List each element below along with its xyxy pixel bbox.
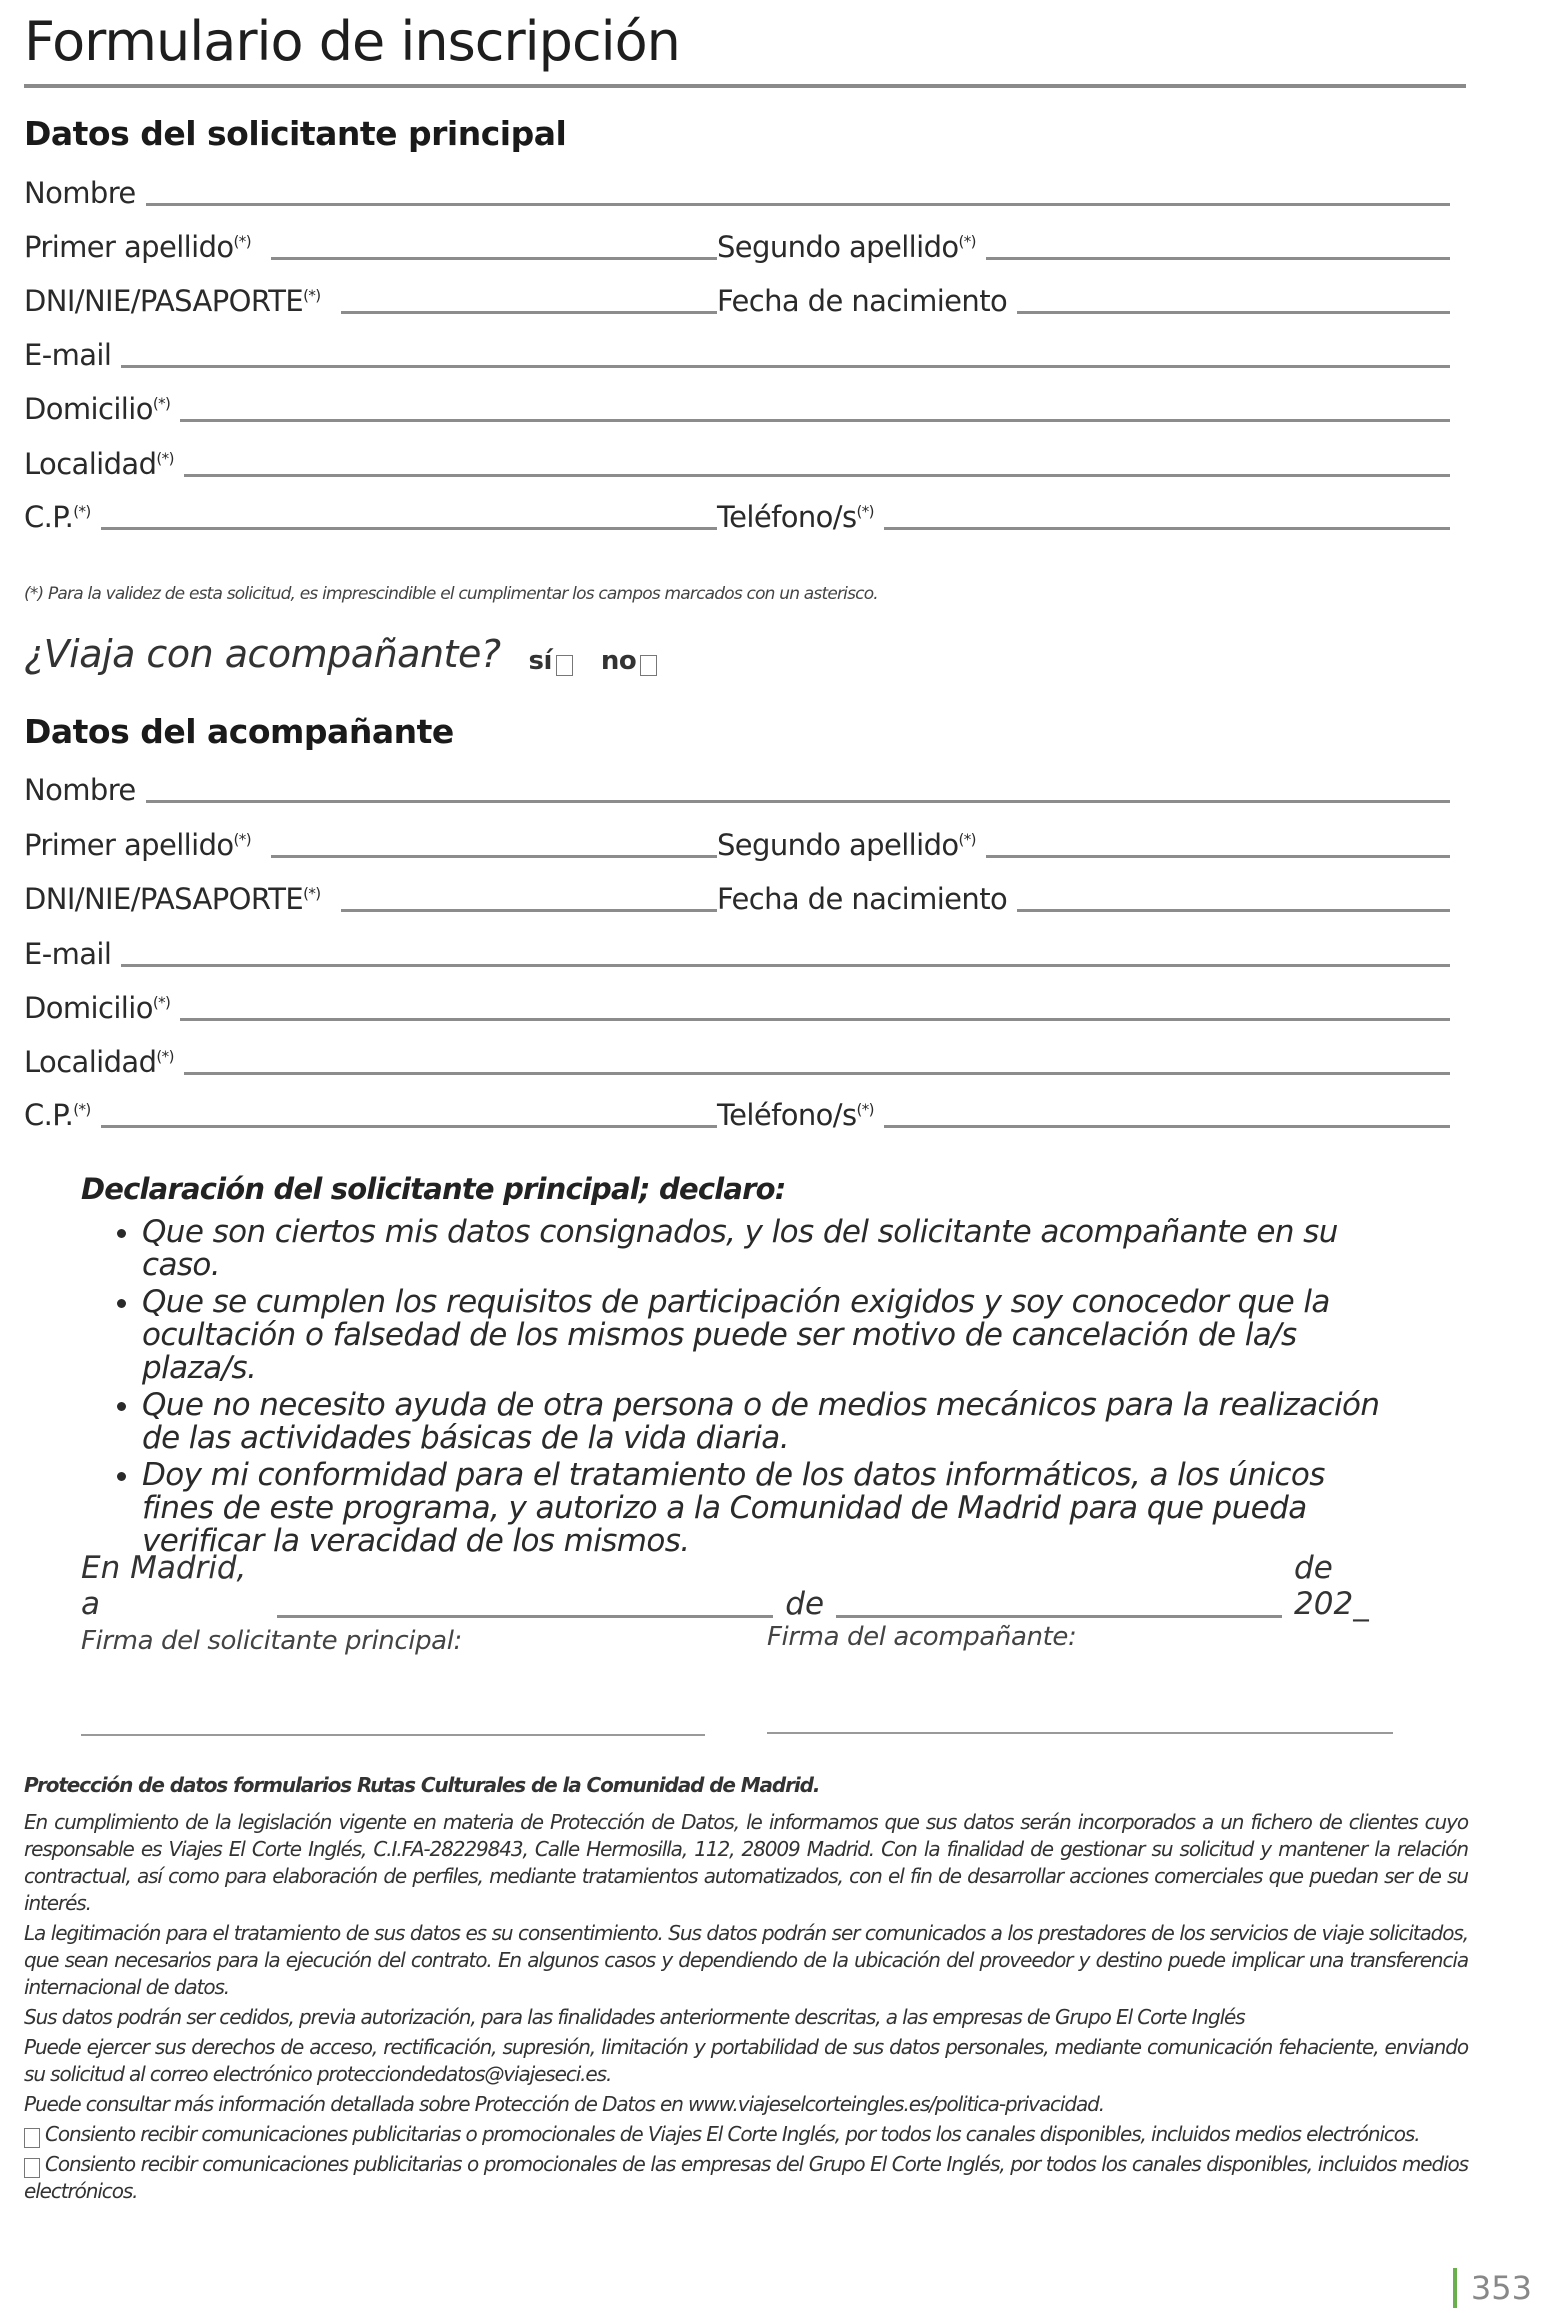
declaration-item: • Doy mi conformidad para el tratamiento de los datos informáticos, a los únicos fines de este programa, y autorizo a la Comunidad de Madrid para que pueda verificar la veracidad de los mismos. bbox=[142, 1459, 1401, 1558]
companion-question-label: ¿Viaja con acompañante? bbox=[24, 632, 501, 676]
consent-viajes-checkbox[interactable] bbox=[24, 2128, 40, 2148]
title-divider bbox=[24, 84, 1466, 88]
main-primer-apellido-input[interactable] bbox=[271, 257, 717, 260]
companion-dni-label: DNI/NIE/PASAPORTE(*) bbox=[24, 882, 321, 916]
companion-question bbox=[24, 632, 657, 676]
companion-segundo-apellido-label: Segundo apellido(*) bbox=[717, 828, 976, 862]
main-telefono-label: Teléfono/s(*) bbox=[717, 500, 874, 534]
main-telefono-input[interactable] bbox=[884, 527, 1450, 530]
declaration-item: • Que se cumplen los requisitos de participación exigidos y soy conocedor que la ocultación o falsedad de los mismos puede ser motivo de cancelación de la/s plaza/s. bbox=[142, 1286, 1401, 1385]
main-primer-apellido-segundo-apellido-row bbox=[24, 222, 1450, 262]
main-signature-line[interactable] bbox=[81, 1734, 705, 1736]
consent-grupo bbox=[24, 2151, 1468, 2205]
main-email-input[interactable] bbox=[121, 365, 1450, 368]
date-line bbox=[81, 1550, 1411, 1622]
companion-domicilio-label: Domicilio(*) bbox=[24, 991, 171, 1025]
main-nombre-row bbox=[24, 168, 1450, 208]
main-domicilio-input[interactable] bbox=[180, 419, 1450, 422]
consent-viajes bbox=[24, 2121, 1468, 2148]
main-primer-apellido-label: Primer apellido(*) bbox=[24, 230, 251, 264]
companion-nombre-row bbox=[24, 765, 1450, 805]
companion-fecha-nacimiento-input[interactable] bbox=[1017, 909, 1450, 912]
consent-grupo-text: Consiento recibir comunicaciones publicitarias o promocionales de las empresas del Grupo El Corte Inglés, por todos los canales disponibles, incluidos medios electrónicos. bbox=[24, 2152, 1468, 2203]
main-cp-label: C.P.(*) bbox=[24, 500, 91, 534]
legal-paragraph: Puede ejercer sus derechos de acceso, rectificación, supresión, limitación y portabilidad de sus datos personales, mediante comunicación fehaciente, enviando su solicitud al correo electrónico protecciondedatos@viajeseci.es. bbox=[24, 2035, 1468, 2086]
main-dni-label: DNI/NIE/PASAPORTE(*) bbox=[24, 284, 321, 318]
main-segundo-apellido-input[interactable] bbox=[986, 257, 1450, 260]
yes-checkbox[interactable] bbox=[556, 655, 573, 676]
main-cp-telefono-row bbox=[24, 492, 1450, 532]
companion-localidad-row bbox=[24, 1037, 1450, 1077]
page-number-accent-bar bbox=[1453, 2268, 1457, 2308]
companion-telefono-label: Teléfono/s(*) bbox=[717, 1098, 874, 1132]
main-applicant-heading: Datos del solicitante principal bbox=[24, 114, 567, 153]
main-dni-fecha-nacimiento-row bbox=[24, 276, 1450, 316]
companion-dni-input[interactable] bbox=[341, 909, 717, 912]
main-fecha-nacimiento-label: Fecha de nacimiento bbox=[717, 284, 1008, 318]
no-label: no bbox=[600, 646, 637, 676]
declaration-heading: Declaración del solicitante principal; declaro: bbox=[81, 1172, 786, 1206]
date-prefix: En Madrid, a bbox=[81, 1550, 247, 1622]
main-email-label: E-mail bbox=[24, 338, 112, 372]
required-footnote: (*) Para la validez de esta solicitud, es imprescindible el cumplimentar los campos marcados con un asterisco. bbox=[24, 584, 878, 604]
companion-localidad-label: Localidad(*) bbox=[24, 1045, 174, 1079]
companion-fecha-nacimiento-label: Fecha de nacimiento bbox=[717, 882, 1008, 916]
companion-segundo-apellido-input[interactable] bbox=[986, 855, 1450, 858]
main-domicilio-label: Domicilio(*) bbox=[24, 392, 171, 426]
yes-label: sí bbox=[528, 646, 552, 676]
page-title: Formulario de inscripción bbox=[24, 10, 680, 73]
legal-paragraph: La legitimación para el tratamiento de sus datos es su consentimiento. Sus datos podrán ser comunicados a los prestadores de los servicios de viaje solicitados, que sean necesarios para la ejecución del contrato. En algunos casos y dependiendo de la ubicación del proveedor y destino puede implicar una transferencia internacional de datos. bbox=[24, 1921, 1468, 1999]
main-email-row bbox=[24, 330, 1450, 370]
companion-domicilio-row bbox=[24, 983, 1450, 1023]
companion-nombre-input[interactable] bbox=[146, 800, 1450, 803]
companion-email-row bbox=[24, 929, 1450, 969]
main-signature-label: Firma del solicitante principal: bbox=[81, 1626, 462, 1656]
companion-email-input[interactable] bbox=[121, 964, 1450, 967]
declaration bbox=[81, 1172, 1401, 1562]
main-dni-input[interactable] bbox=[341, 311, 717, 314]
companion-primer-apellido-segundo-apellido-row bbox=[24, 820, 1450, 860]
companion-cp-label: C.P.(*) bbox=[24, 1098, 91, 1132]
companion-nombre-label: Nombre bbox=[24, 773, 136, 807]
companion-signature-line[interactable] bbox=[767, 1732, 1393, 1734]
main-localidad-label: Localidad(*) bbox=[24, 447, 174, 481]
companion-localidad-input[interactable] bbox=[184, 1072, 1450, 1075]
main-nombre-label: Nombre bbox=[24, 176, 136, 210]
companion-domicilio-input[interactable] bbox=[180, 1018, 1450, 1021]
companion-no-option[interactable] bbox=[601, 646, 657, 676]
main-nombre-input[interactable] bbox=[146, 203, 1450, 206]
companion-cp-telefono-row bbox=[24, 1090, 1450, 1130]
consent-viajes-text: Consiento recibir comunicaciones publicitarias o promocionales de Viajes El Corte Inglés, por todos los canales disponibles, incluidos medios electrónicos. bbox=[45, 2122, 1420, 2146]
companion-primer-apellido-input[interactable] bbox=[271, 855, 717, 858]
main-localidad-input[interactable] bbox=[184, 474, 1450, 477]
companion-dni-fecha-nacimiento-row bbox=[24, 874, 1450, 914]
main-localidad-row bbox=[24, 439, 1450, 479]
month-input-line[interactable] bbox=[836, 1615, 1282, 1618]
main-domicilio-row bbox=[24, 384, 1450, 424]
date-year: de 202_ bbox=[1294, 1550, 1369, 1622]
declaration-item: • Que no necesito ayuda de otra persona o de medios mecánicos para la realización de las actividades básicas de la vida diaria. bbox=[142, 1389, 1401, 1455]
legal-paragraph: En cumplimiento de la legislación vigente en materia de Protección de Datos, le informamos que sus datos serán incorporados a un fichero de clientes cuyo responsable es Viajes El Corte Inglés, C.I.FA-28229843, Calle Hermosilla, 112, 28009 Madrid. Con la finalidad de gestionar su solicitud y mantener la relación contractual, así como para elaboración de perfiles, mediante tratamientos automatizados, con el fin de desarrollar acciones comerciales que puedan ser de su interés. bbox=[24, 1810, 1468, 1915]
companion-yes-option[interactable] bbox=[529, 646, 573, 676]
companion-primer-apellido-label: Primer apellido(*) bbox=[24, 828, 251, 862]
companion-telefono-input[interactable] bbox=[884, 1125, 1450, 1128]
legal-paragraph: Puede consultar más información detallada sobre Protección de Datos en www.viajeselcorteingles.es/politica-privacidad. bbox=[24, 2092, 1104, 2116]
page-number bbox=[1453, 2268, 1532, 2308]
legal-paragraph: Sus datos podrán ser cedidos, previa autorización, para las finalidades anteriormente descritas, a las empresas de Grupo El Corte Inglés bbox=[24, 2005, 1245, 2029]
companion-signature-label: Firma del acompañante: bbox=[767, 1622, 1077, 1652]
main-segundo-apellido-label: Segundo apellido(*) bbox=[717, 230, 976, 264]
no-checkbox[interactable] bbox=[640, 655, 657, 676]
companion-cp-input[interactable] bbox=[101, 1125, 717, 1128]
data-protection-notice bbox=[24, 1772, 1468, 2208]
companion-heading: Datos del acompañante bbox=[24, 712, 454, 751]
consent-grupo-checkbox[interactable] bbox=[24, 2158, 40, 2178]
day-input-line[interactable] bbox=[277, 1615, 773, 1618]
main-fecha-nacimiento-input[interactable] bbox=[1017, 311, 1450, 314]
main-cp-input[interactable] bbox=[101, 527, 717, 530]
date-de: de bbox=[785, 1586, 825, 1622]
page-number-text: 353 bbox=[1470, 2269, 1532, 2307]
data-protection-heading: Protección de datos formularios Rutas Culturales de la Comunidad de Madrid. bbox=[24, 1773, 820, 1797]
declaration-item: • Que son ciertos mis datos consignados, y los del solicitante acompañante en su caso. bbox=[142, 1216, 1401, 1282]
companion-email-label: E-mail bbox=[24, 937, 112, 971]
